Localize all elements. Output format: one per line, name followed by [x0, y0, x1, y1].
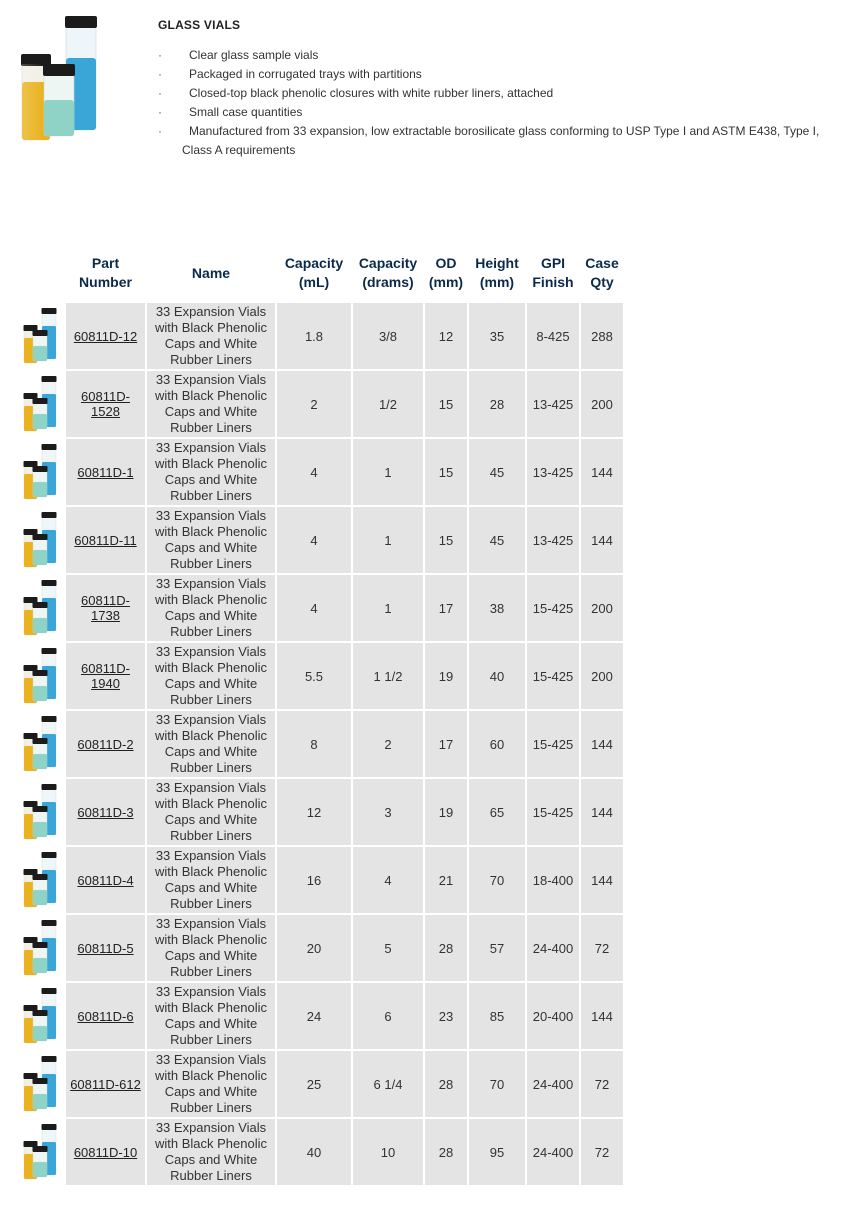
header-capacity-drams: Capacity (drams) [353, 245, 423, 301]
height-cell: 65 [469, 779, 525, 845]
vial-thumbnail-icon [20, 646, 60, 706]
part-number-link[interactable]: 60811D-11 [74, 532, 137, 548]
capacity-ml-cell: 2 [277, 371, 351, 437]
part-number-cell [66, 711, 145, 777]
capacity-ml-cell: 1.8 [277, 303, 351, 369]
table-row [16, 643, 623, 709]
vial-thumbnail-icon [20, 442, 60, 502]
od-cell: 19 [425, 643, 467, 709]
feature-item: · Manufactured from 33 expansion, low extractable borosilicate glass conforming to USP Type I and ASTM E438, Type I, Class A requirements [158, 124, 820, 157]
height-cell: 35 [469, 303, 525, 369]
case-qty-cell: 144 [581, 711, 623, 777]
gpi-finish-cell: 24-400 [527, 1119, 579, 1185]
name-cell: 33 Expansion Vials with Black Phenolic Caps and White Rubber Liners [147, 915, 275, 981]
capacity-ml-cell: 40 [277, 1119, 351, 1185]
case-qty-cell: 144 [581, 507, 623, 573]
height-cell: 85 [469, 983, 525, 1049]
part-number-cell [66, 507, 145, 573]
table-row [16, 439, 623, 505]
name-cell: 33 Expansion Vials with Black Phenolic Caps and White Rubber Liners [147, 711, 275, 777]
capacity-drams-cell: 4 [353, 847, 423, 913]
table-row [16, 915, 623, 981]
gpi-finish-cell: 20-400 [527, 983, 579, 1049]
gpi-finish-cell: 15-425 [527, 779, 579, 845]
vial-thumbnail-cell [16, 711, 64, 777]
capacity-ml-cell: 25 [277, 1051, 351, 1117]
page-title: GLASS VIALS [158, 18, 241, 32]
table-row [16, 1119, 623, 1185]
part-number-cell [66, 915, 145, 981]
vial-thumbnail-cell [16, 915, 64, 981]
gpi-finish-cell: 15-425 [527, 575, 579, 641]
vial-thumbnail-cell [16, 1119, 64, 1185]
case-qty-cell: 72 [581, 915, 623, 981]
gpi-finish-cell: 24-400 [527, 1051, 579, 1117]
part-number-cell [66, 575, 145, 641]
height-cell: 95 [469, 1119, 525, 1185]
part-number-cell [66, 1051, 145, 1117]
capacity-ml-cell: 20 [277, 915, 351, 981]
height-cell: 40 [469, 643, 525, 709]
feature-item: · Closed-top black phenolic closures with white rubber liners, attached [158, 84, 838, 103]
vial-thumbnail-icon [20, 850, 60, 910]
part-number-link[interactable]: 60811D-1738 [81, 593, 130, 623]
height-cell: 57 [469, 915, 525, 981]
capacity-drams-cell: 3/8 [353, 303, 423, 369]
header-case-qty: Case Qty [581, 245, 623, 301]
vial-thumbnail-cell [16, 643, 64, 709]
vial-thumbnail-icon [20, 510, 60, 570]
vial-thumbnail-cell [16, 847, 64, 913]
bullet-marker: · [158, 48, 162, 62]
od-cell: 15 [425, 371, 467, 437]
od-cell: 28 [425, 1051, 467, 1117]
capacity-ml-cell: 4 [277, 507, 351, 573]
capacity-drams-cell: 5 [353, 915, 423, 981]
od-cell: 12 [425, 303, 467, 369]
feature-item: · Clear glass sample vials [158, 46, 838, 65]
vial-thumbnail-icon [20, 374, 60, 434]
case-qty-cell: 200 [581, 371, 623, 437]
header-height: Height (mm) [469, 245, 525, 301]
od-cell: 28 [425, 915, 467, 981]
product-table [14, 243, 625, 1187]
height-cell: 70 [469, 1051, 525, 1117]
name-cell: 33 Expansion Vials with Black Phenolic Caps and White Rubber Liners [147, 371, 275, 437]
table-row [16, 575, 623, 641]
name-cell: 33 Expansion Vials with Black Phenolic Caps and White Rubber Liners [147, 779, 275, 845]
capacity-ml-cell: 4 [277, 575, 351, 641]
part-number-link[interactable]: 60811D-1940 [81, 661, 130, 691]
case-qty-cell: 144 [581, 439, 623, 505]
table-row [16, 983, 623, 1049]
capacity-drams-cell: 1 [353, 507, 423, 573]
case-qty-cell: 288 [581, 303, 623, 369]
height-cell: 45 [469, 439, 525, 505]
part-number-link[interactable]: 60811D-6 [77, 1008, 134, 1024]
feature-list [158, 46, 838, 160]
vial-thumbnail-cell [16, 575, 64, 641]
vial-thumbnail-cell [16, 983, 64, 1049]
capacity-drams-cell: 1 1/2 [353, 643, 423, 709]
capacity-ml-cell: 16 [277, 847, 351, 913]
table-row [16, 779, 623, 845]
part-number-link[interactable]: 60811D-4 [77, 872, 134, 888]
feature-item: · Packaged in corrugated trays with partitions [158, 65, 838, 84]
vial-thumbnail-icon [20, 782, 60, 842]
od-cell: 17 [425, 711, 467, 777]
part-number-link[interactable]: 60811D-12 [73, 328, 138, 344]
header-name: Name [147, 245, 275, 301]
part-number-link[interactable]: 60811D-3 [77, 804, 134, 820]
part-number-cell [66, 643, 145, 709]
name-cell: 33 Expansion Vials with Black Phenolic Caps and White Rubber Liners [147, 847, 275, 913]
od-cell: 19 [425, 779, 467, 845]
capacity-drams-cell: 6 1/4 [353, 1051, 423, 1117]
capacity-ml-cell: 8 [277, 711, 351, 777]
name-cell: 33 Expansion Vials with Black Phenolic Caps and White Rubber Liners [147, 643, 275, 709]
part-number-link[interactable]: 60811D-612 [70, 1076, 141, 1092]
capacity-drams-cell: 3 [353, 779, 423, 845]
table-row [16, 847, 623, 913]
feature-item: · Small case quantities [158, 103, 838, 122]
name-cell: 33 Expansion Vials with Black Phenolic Caps and White Rubber Liners [147, 439, 275, 505]
glass-vials-product-image [14, 14, 106, 146]
bullet-marker: · [158, 86, 162, 100]
capacity-ml-cell: 5.5 [277, 643, 351, 709]
od-cell: 15 [425, 439, 467, 505]
case-qty-cell: 144 [581, 983, 623, 1049]
vial-thumbnail-icon [20, 306, 60, 366]
part-number-cell [66, 1119, 145, 1185]
name-cell: 33 Expansion Vials with Black Phenolic Caps and White Rubber Liners [147, 1051, 275, 1117]
od-cell: 15 [425, 507, 467, 573]
capacity-ml-cell: 12 [277, 779, 351, 845]
height-cell: 70 [469, 847, 525, 913]
gpi-finish-cell: 24-400 [527, 915, 579, 981]
header-part-number: Part Number [66, 245, 145, 301]
vial-thumbnail-icon [20, 714, 60, 774]
case-qty-cell: 144 [581, 847, 623, 913]
part-number-link[interactable]: 60811D-2 [77, 736, 134, 752]
header-gpi-finish: GPI Finish [527, 245, 579, 301]
name-cell: 33 Expansion Vials with Black Phenolic Caps and White Rubber Liners [147, 507, 275, 573]
bullet-marker: · [158, 67, 162, 81]
height-cell: 45 [469, 507, 525, 573]
height-cell: 60 [469, 711, 525, 777]
vial-thumbnail-cell [16, 371, 64, 437]
capacity-drams-cell: 1/2 [353, 371, 423, 437]
gpi-finish-cell: 13-425 [527, 439, 579, 505]
table-row [16, 711, 623, 777]
gpi-finish-cell: 13-425 [527, 507, 579, 573]
capacity-drams-cell: 2 [353, 711, 423, 777]
vial-thumbnail-icon [20, 986, 60, 1046]
part-number-link[interactable]: 60811D-1 [77, 464, 134, 480]
height-cell: 38 [469, 575, 525, 641]
vial-thumbnail-icon [20, 918, 60, 978]
part-number-cell [66, 779, 145, 845]
thumb-header [16, 245, 64, 301]
case-qty-cell: 144 [581, 779, 623, 845]
table-row [16, 371, 623, 437]
name-cell: 33 Expansion Vials with Black Phenolic Caps and White Rubber Liners [147, 303, 275, 369]
product-table-container [14, 243, 625, 1187]
capacity-drams-cell: 10 [353, 1119, 423, 1185]
part-number-cell [66, 303, 145, 369]
header-capacity-ml: Capacity (mL) [277, 245, 351, 301]
name-cell: 33 Expansion Vials with Black Phenolic Caps and White Rubber Liners [147, 1119, 275, 1185]
case-qty-cell: 200 [581, 575, 623, 641]
table-row [16, 1051, 623, 1117]
capacity-drams-cell: 1 [353, 439, 423, 505]
table-row [16, 303, 623, 369]
od-cell: 17 [425, 575, 467, 641]
gpi-finish-cell: 15-425 [527, 643, 579, 709]
height-cell: 28 [469, 371, 525, 437]
case-qty-cell: 72 [581, 1051, 623, 1117]
vial-thumbnail-cell [16, 303, 64, 369]
name-cell: 33 Expansion Vials with Black Phenolic Caps and White Rubber Liners [147, 983, 275, 1049]
od-cell: 28 [425, 1119, 467, 1185]
vial-thumbnail-cell [16, 507, 64, 573]
vial-thumbnail-cell [16, 1051, 64, 1117]
gpi-finish-cell: 15-425 [527, 711, 579, 777]
capacity-ml-cell: 4 [277, 439, 351, 505]
capacity-drams-cell: 6 [353, 983, 423, 1049]
table-header-row [16, 245, 623, 301]
capacity-ml-cell: 24 [277, 983, 351, 1049]
part-number-cell [66, 371, 145, 437]
part-number-cell [66, 983, 145, 1049]
header-od: OD (mm) [425, 245, 467, 301]
name-cell: 33 Expansion Vials with Black Phenolic Caps and White Rubber Liners [147, 575, 275, 641]
capacity-drams-cell: 1 [353, 575, 423, 641]
bullet-marker: · [158, 124, 162, 138]
vial-thumbnail-cell [16, 439, 64, 505]
od-cell: 23 [425, 983, 467, 1049]
gpi-finish-cell: 18-400 [527, 847, 579, 913]
od-cell: 21 [425, 847, 467, 913]
part-number-cell [66, 847, 145, 913]
table-row [16, 507, 623, 573]
case-qty-cell: 200 [581, 643, 623, 709]
vial-thumbnail-cell [16, 779, 64, 845]
vial-thumbnail-icon [20, 1122, 60, 1182]
part-number-link[interactable]: 60811D-10 [73, 1144, 138, 1160]
case-qty-cell: 72 [581, 1119, 623, 1185]
vial-thumbnail-icon [20, 1054, 60, 1114]
part-number-link[interactable]: 60811D-5 [77, 940, 134, 956]
gpi-finish-cell: 8-425 [527, 303, 579, 369]
vial-thumbnail-icon [20, 578, 60, 638]
part-number-link[interactable]: 60811D-1528 [81, 389, 130, 419]
gpi-finish-cell: 13-425 [527, 371, 579, 437]
part-number-cell [66, 439, 145, 505]
bullet-marker: · [158, 105, 162, 119]
